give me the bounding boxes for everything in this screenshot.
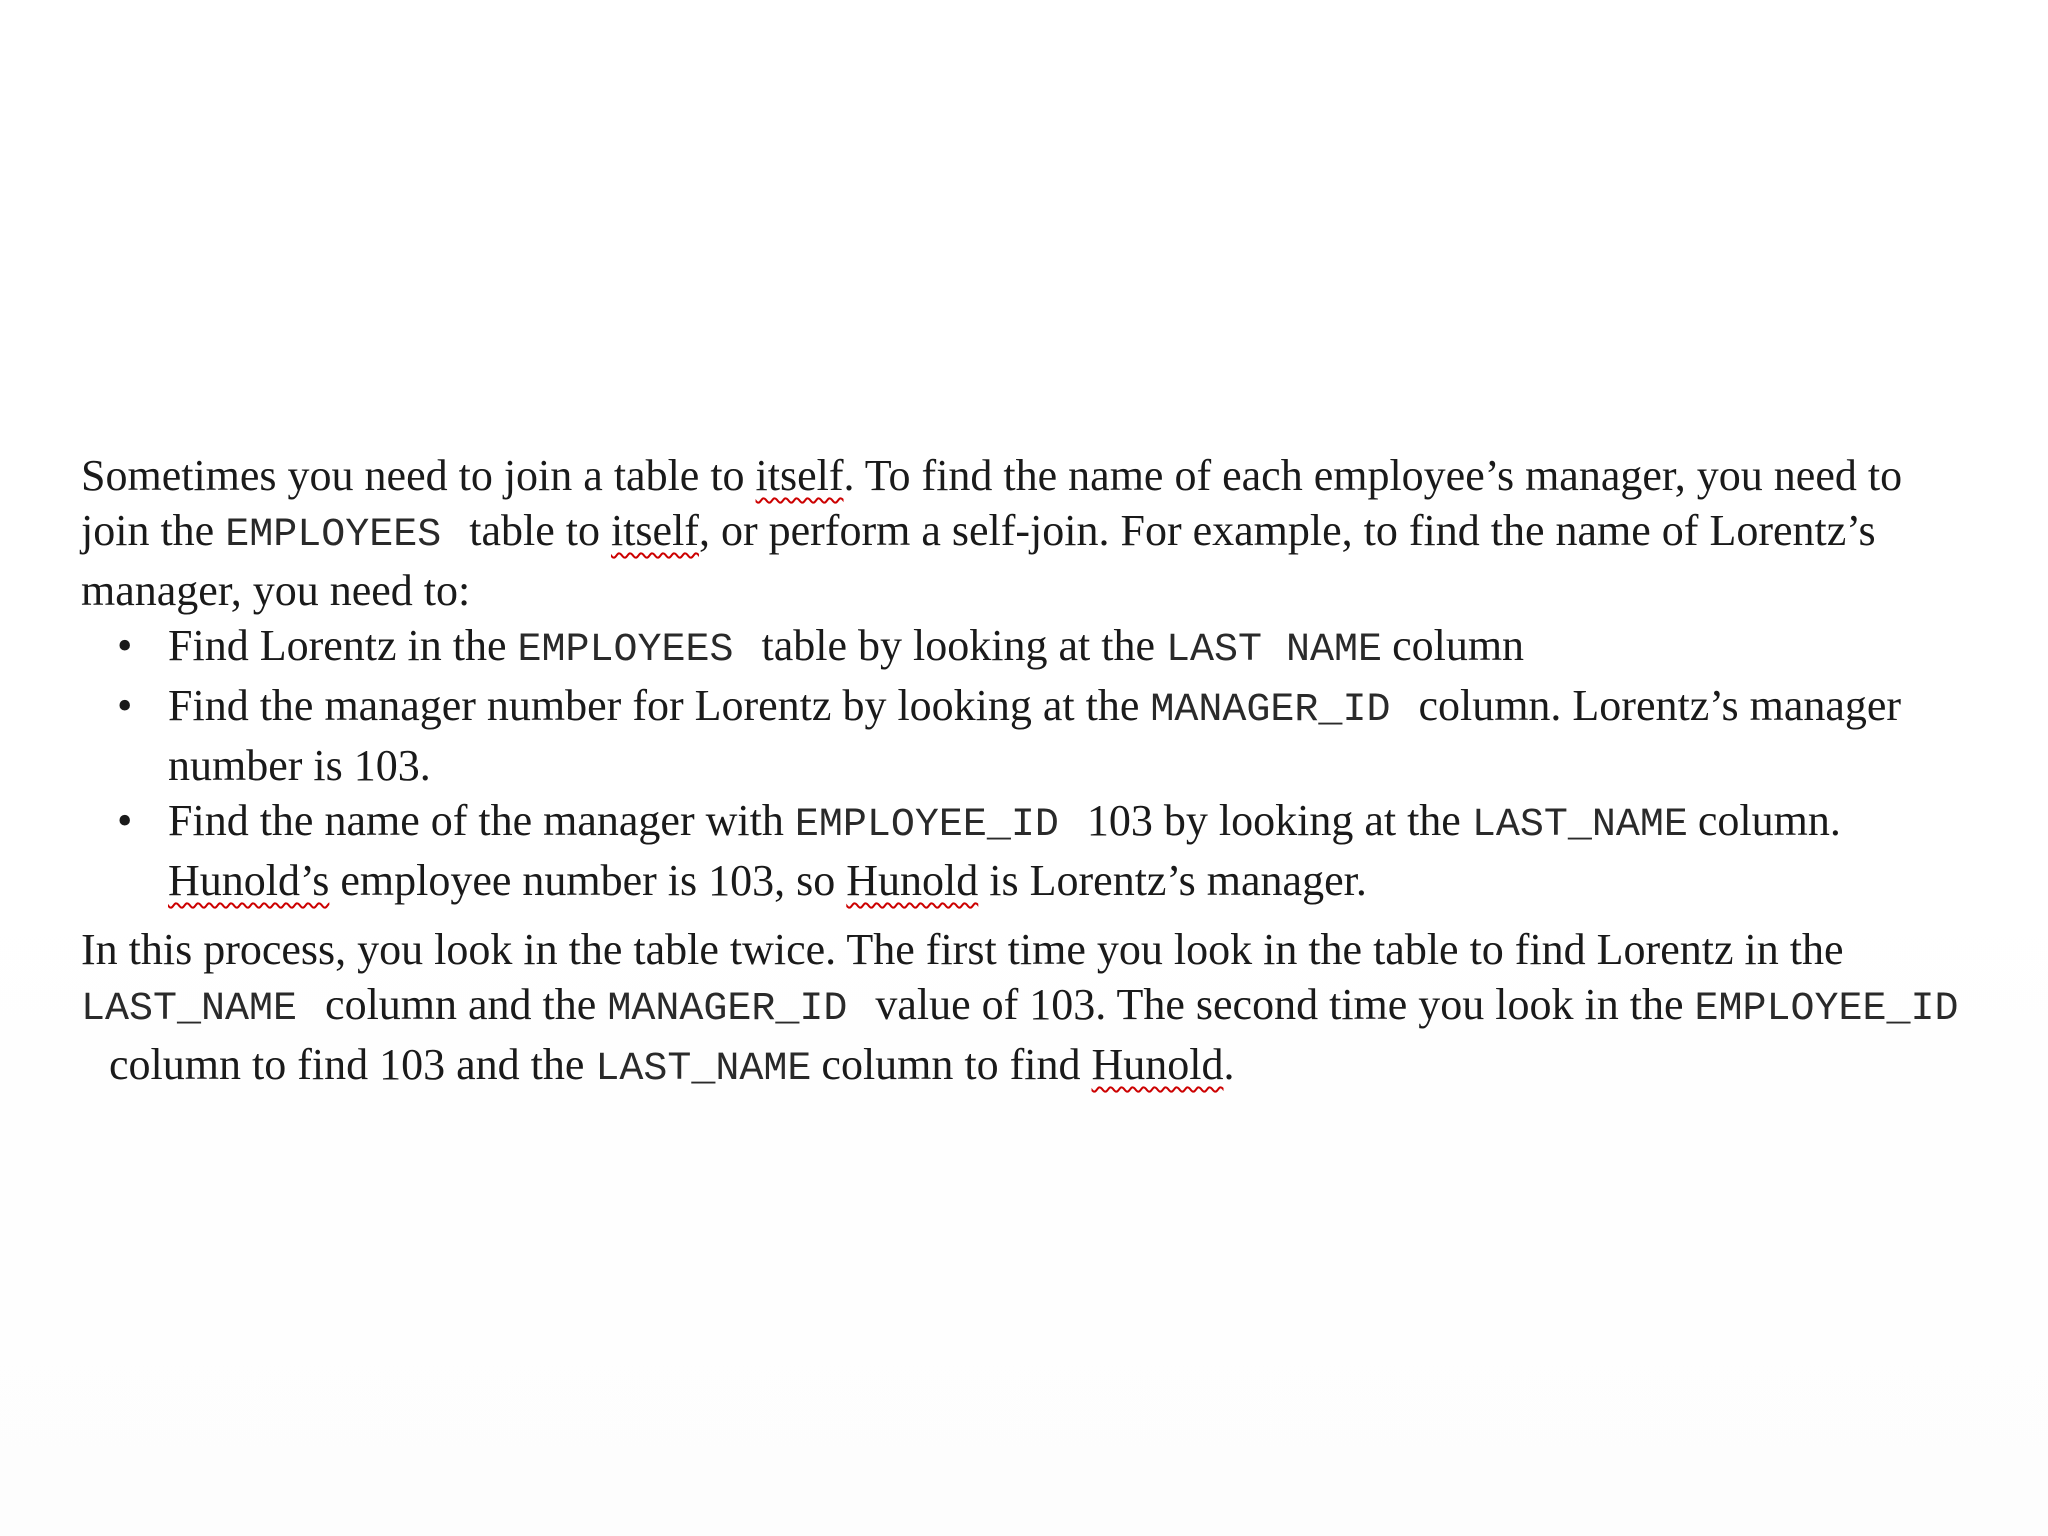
bullet-3-text-a: Find the name of the manager with [168,796,795,845]
list-item-find-manager-number [81,678,1981,793]
intro-paragraph [81,448,1981,618]
bullet-1-text-c: column [1392,621,1525,670]
spellcheck-word-itself-2[interactable]: itself [610,506,699,555]
code-manager-id: MANAGER_ID [607,987,848,1032]
bullet-3-text-d: employee number is 103, so [329,856,847,905]
code-employees: EMPLOYEES [517,628,734,673]
bullet-2-text-b: column. Lorentz’s manager number is 103. [168,681,1902,790]
bullet-3-text-b: 103 by looking at the [1086,796,1472,845]
conclusion-text-6: . [1223,1040,1235,1089]
bullet-3-text-e: is Lorentz’s manager. [978,856,1367,905]
code-last-name: LAST_NAME [81,987,298,1032]
conclusion-text-3: value of 103. The second time you look in the [875,980,1695,1029]
conclusion-text-5: column to find [821,1040,1092,1089]
code-last-name: LAST_NAME [595,1047,812,1092]
steps-list [81,618,1981,908]
code-employee-id: EMPLOYEE_ID [794,803,1059,848]
intro-text-2: . To find the name of each employee’s manager, you need to join the [81,451,1903,555]
list-item-find-lorentz [81,618,1981,678]
spellcheck-word-hunold[interactable]: Hunold [1091,1040,1224,1089]
conclusion-paragraph [81,922,1981,1097]
bullet-1-text-a: Find Lorentz in the [168,621,518,670]
bullet-icon: • [117,681,133,730]
intro-text-1: Sometimes you need to join a table to [81,451,756,500]
code-last-name: LAST_NAME [1471,803,1688,848]
slide-body [81,448,1981,1097]
conclusion-text-4: column to find 103 and the [109,1040,596,1089]
spellcheck-word-hunold[interactable]: Hunold [846,856,979,905]
bullet-3-text-c: column. [1697,796,1841,845]
bullet-2-text-a: Find the manager number for Lorentz by looking at the [168,681,1151,730]
code-employee-id: EMPLOYEE_ID [1694,987,1959,1032]
conclusion-text-1: In this process, you look in the table twice. The first time you look in the table to find Lorentz in the [81,925,1844,974]
intro-text-4: , or perform a self-join. For example, to find the name of Lorentz’s manager, you need to: [81,506,1876,615]
list-item-find-manager-name [81,793,1981,908]
conclusion-text-2: column and the [325,980,608,1029]
code-last-name: LAST NAME [1166,628,1383,673]
bullet-1-text-b: table by looking at the [761,621,1167,670]
spellcheck-word-hunolds[interactable]: Hunold’s [168,856,330,905]
bullet-icon: • [117,796,133,845]
bullet-icon: • [117,621,133,670]
spellcheck-word-itself-1[interactable]: itself [755,451,844,500]
code-manager-id: MANAGER_ID [1150,688,1391,733]
code-employees: EMPLOYEES [225,513,442,558]
intro-text-3: table to [469,506,611,555]
